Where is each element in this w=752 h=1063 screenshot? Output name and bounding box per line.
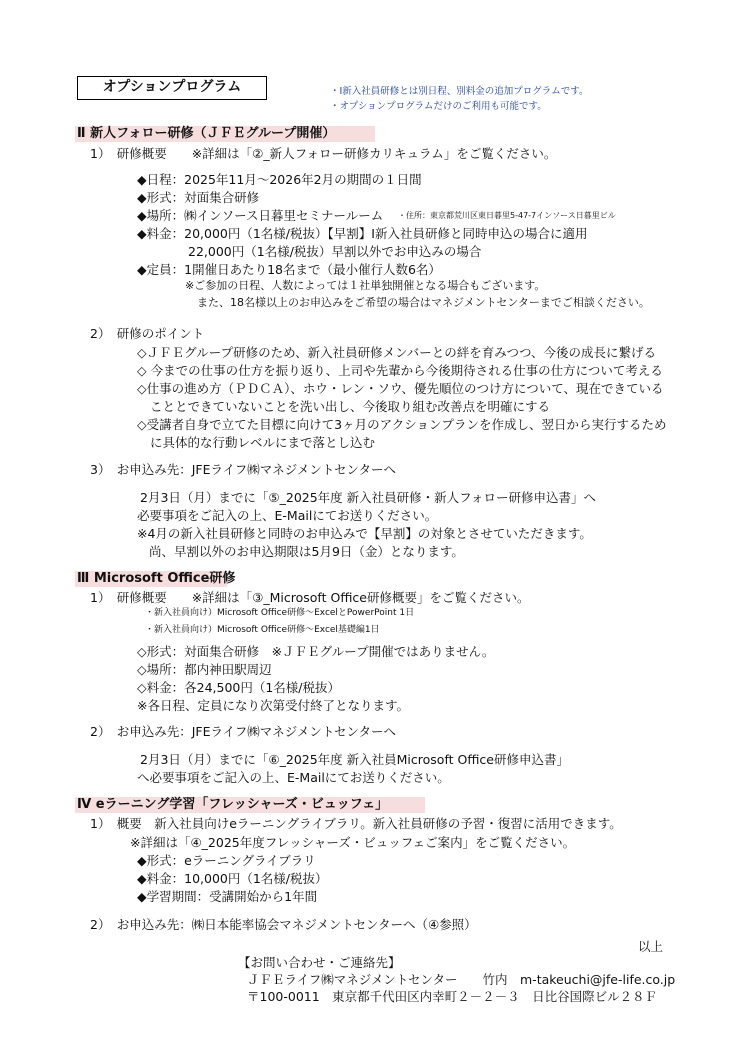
contact-line: ＪＦＥライフ㈱マネジメントセンター 竹内 m-takeuchi@jfe-life.co.jp bbox=[247, 972, 676, 987]
section-2-point: ◇仕事の進め方（ＰＤＣＡ）、ホウ・レン・ソウ、優先順位のつけ方について、現在できている bbox=[137, 381, 664, 396]
section-3-course: ・新入社員向け）Microsoft Office研修～Excel基礎編1日 bbox=[145, 625, 380, 635]
section-2-detail: ◆定員：1開催日あたり18名まで（最小催行人数6名） bbox=[137, 262, 441, 277]
section-2-detail: ※ご参加の日程、人数によっては１社単独開催となる場合もございます。 bbox=[185, 279, 546, 292]
section-2-apply: 必要事項をご記入の上、E-Mailにてお送りください。 bbox=[137, 508, 438, 523]
section-3-heading: Ⅲ Microsoft Office研修 bbox=[77, 571, 236, 586]
section-3-apply: へ必要事項をご記入の上、E-Mailにてお送りください。 bbox=[137, 770, 450, 785]
section-2-detail: また、18名様以上のお申込みをご希望の場合はマネジメントセンターまでご相談ください。 bbox=[197, 296, 650, 309]
section-2-apply: 2月3日（月）までに「⑤_2025年度 新入社員研修・新人フォロー研修申込書」へ bbox=[140, 490, 597, 505]
section-3-item-2: 2） お申込み先：JFEライフ㈱マネジメントセンターへ bbox=[90, 724, 396, 739]
section-2-item-1: 1） 研修概要 ※詳細は「②_新人フォロー研修カリキュラム」をご覧ください。 bbox=[90, 146, 557, 161]
header-note-1: ・Ⅰ新入社員研修とは別日程、別料金の追加プログラムです。 bbox=[330, 86, 589, 97]
section-4-detail: ◆形式：eラーニングライブラリ bbox=[137, 853, 316, 868]
section-2-point: こととできていないことを洗い出し、今後取り組む改善点を明確にする bbox=[150, 399, 551, 414]
section-2-detail: ◆形式：対面集合研修 bbox=[137, 190, 260, 205]
section-2-heading: Ⅱ 新人フォロー研修（ＪＦＥグループ開催） bbox=[75, 126, 375, 142]
section-4-note: ※詳細は「④_2025年度フレッシャーズ・ビュッフェご案内」をご覧ください。 bbox=[130, 835, 576, 850]
address-line: 〒100-0011 東京都千代田区内幸町２－２－３ 日比谷国際ビル２８Ｆ bbox=[247, 989, 658, 1004]
section-3-apply: 2月3日（月）までに「⑥_2025年度 新入社員Microsoft Office研修申込書」 bbox=[140, 752, 569, 767]
section-3-detail: ◇形式：対面集合研修 ※ＪＦＥグループ開催ではありません。 bbox=[137, 644, 495, 659]
section-2-apply: 尚、早割以外のお申込期限は5月9日（金）となります。 bbox=[149, 544, 464, 559]
section-2-item-2: 2） 研修のポイント bbox=[90, 326, 205, 341]
section-4-detail: ◆学習期間：受講開始から1年間 bbox=[137, 889, 318, 904]
section-2-point: に具体的な行動レベルにまで落とし込む bbox=[150, 435, 376, 450]
address-note: ・住所：東京都荒川区東日暮里5-47-7インソース日暮里ビル bbox=[398, 211, 616, 220]
section-4-detail: ◆料金：10,000円（1名様/税抜） bbox=[137, 871, 328, 886]
closing-mark: 以上 bbox=[638, 939, 664, 954]
section-3-detail: ◇場所：都内神田駅周辺 bbox=[137, 662, 272, 677]
section-2-detail: 22,000円（1名様/税抜）早割以外でお申込みの場合 bbox=[188, 244, 482, 259]
header-note-2: ・オプションプログラムだけのご利用も可能です。 bbox=[330, 101, 547, 112]
section-2-detail: ◆場所：㈱インソース日暮里セミナールーム bbox=[137, 208, 384, 223]
section-2-detail: ◆料金：20,000円（1名様/税抜）【早割】Ⅰ新入社員研修と同時申込の場合に適用 bbox=[137, 226, 588, 241]
section-4-item-2: 2） お申込み先：㈱日本能率協会マネジメントセンターへ（④参照） bbox=[90, 917, 477, 932]
section-2-item-3: 3） お申込み先：JFEライフ㈱マネジメントセンターへ bbox=[90, 462, 396, 477]
contact-title: 【お問い合わせ・ご連絡先】 bbox=[238, 955, 401, 970]
section-2-point: ◇受講者自身で立てた目標に向けて3ヶ月のアクションプランを作成し、翌日から実行するため bbox=[137, 417, 667, 432]
section-3-item-1: 1） 研修概要 ※詳細は「③_Microsoft Office研修概要」をご覧ください。 bbox=[90, 590, 530, 605]
page-title: オプションプログラム bbox=[77, 76, 267, 100]
section-2-apply: ※4月の新入社員研修と同時のお申込みで【早割】の対象とさせていただきます。 bbox=[137, 526, 592, 541]
section-2-point: ◇ 今までの仕事の仕方を振り返り、上司や先輩から今後期待される仕事の仕方について考える bbox=[137, 363, 663, 378]
section-3-detail: ◇料金：各24,500円（1名様/税抜） bbox=[137, 680, 341, 695]
section-3-detail: ※各日程、定員になり次第受付終了となります。 bbox=[137, 698, 409, 713]
section-2-detail: ◆日程：2025年11月～2026年2月の期間の１日間 bbox=[137, 172, 422, 187]
section-2-point: ◇ＪＦＥグループ研修のため、新入社員研修メンバーとの絆を育みつつ、今後の成長に繋げる bbox=[137, 345, 656, 360]
section-4-item-1: 1） 概要 新入社員向けeラーニングライブラリ。新入社員研修の予習・復習に活用できます。 bbox=[90, 816, 622, 831]
section-4-heading: Ⅳ eラーニング学習「フレッシャーズ・ビュッフェ」 bbox=[75, 797, 425, 813]
section-3-course: ・新入社員向け）Microsoft Office研修～ExcelとPowerPoint 1日 bbox=[145, 608, 415, 618]
